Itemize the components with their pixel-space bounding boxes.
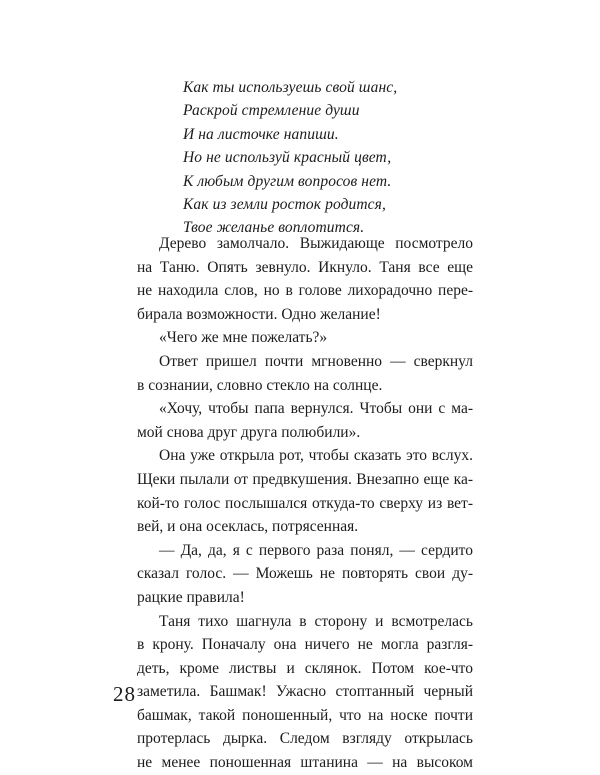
prose-line: рацкие правила! xyxy=(137,588,245,606)
prose-line: башмак, такой поношенный, что на носке почти xyxy=(137,706,473,724)
prose-line: «Хочу, чтобы папа вернулся. Чтобы они с ма- xyxy=(159,400,473,418)
prose-line: бирала возможности. Одно желание! xyxy=(137,305,381,323)
prose-body xyxy=(137,232,473,775)
prose-line: — Да, да, я с первого раза понял, — сердито xyxy=(159,541,473,559)
prose-line: на Таню. Опять зевнуло. Икнуло. Таня все еще xyxy=(137,258,473,276)
prose-line: в крону. Поначалу она ничего не могла разгля- xyxy=(137,636,473,654)
prose-line: Таня тихо шагнула в сторону и всмотрелась xyxy=(159,612,473,630)
prose-line: сказал голос. — Можешь не повторять свои ду- xyxy=(137,565,473,583)
poem-line: И на листочке напиши. xyxy=(183,125,339,143)
prose-line: деть, кроме листвы и склянок. Потом кое-что xyxy=(137,659,473,677)
prose-line: мой снова друг друга полюбили». xyxy=(137,423,361,441)
prose-line: в сознании, словно стекло на солнце. xyxy=(137,376,383,394)
prose-line: заметила. Башмак! Ужасно стоптанный черный xyxy=(137,683,473,701)
prose-line: Ответ пришел почти мгновенно — сверкнул xyxy=(159,352,473,370)
prose-line: «Чего же мне пожелать?» xyxy=(159,329,328,347)
prose-line: Дерево замолчало. Выжидающе посмотрело xyxy=(159,235,473,252)
prose-line: вей, и она осеклась, потрясенная. xyxy=(137,518,359,536)
poem-line: Как ты используешь свой шанс, xyxy=(183,79,398,96)
prose-line: не менее поношенная штанина — на высоком xyxy=(137,754,473,772)
poem-verse xyxy=(183,76,513,240)
prose-line: Щеки пылали от предвкушения. Внезапно еще ка- xyxy=(137,470,473,488)
prose-line: протерлась дырка. Следом взгляду открылась xyxy=(137,730,473,748)
prose-line: Она уже открыла рот, чтобы сказать это вслух. xyxy=(159,447,473,465)
poem-line: Как из земли росток родится, xyxy=(183,195,386,213)
prose-line: кой-то голос послышался откуда-то сверху из вет- xyxy=(137,494,473,512)
prose-line: не находила слов, но в голове лихорадочно пере- xyxy=(137,282,473,300)
page-number: 28 xyxy=(113,682,136,706)
poem-line: Но не используй красный цвет, xyxy=(183,149,392,167)
poem-line: К любым другим вопросов нет. xyxy=(183,172,392,190)
poem-line: Твое желанье воплотится. xyxy=(183,219,365,237)
poem-line: Раскрой стремление души xyxy=(183,102,360,120)
